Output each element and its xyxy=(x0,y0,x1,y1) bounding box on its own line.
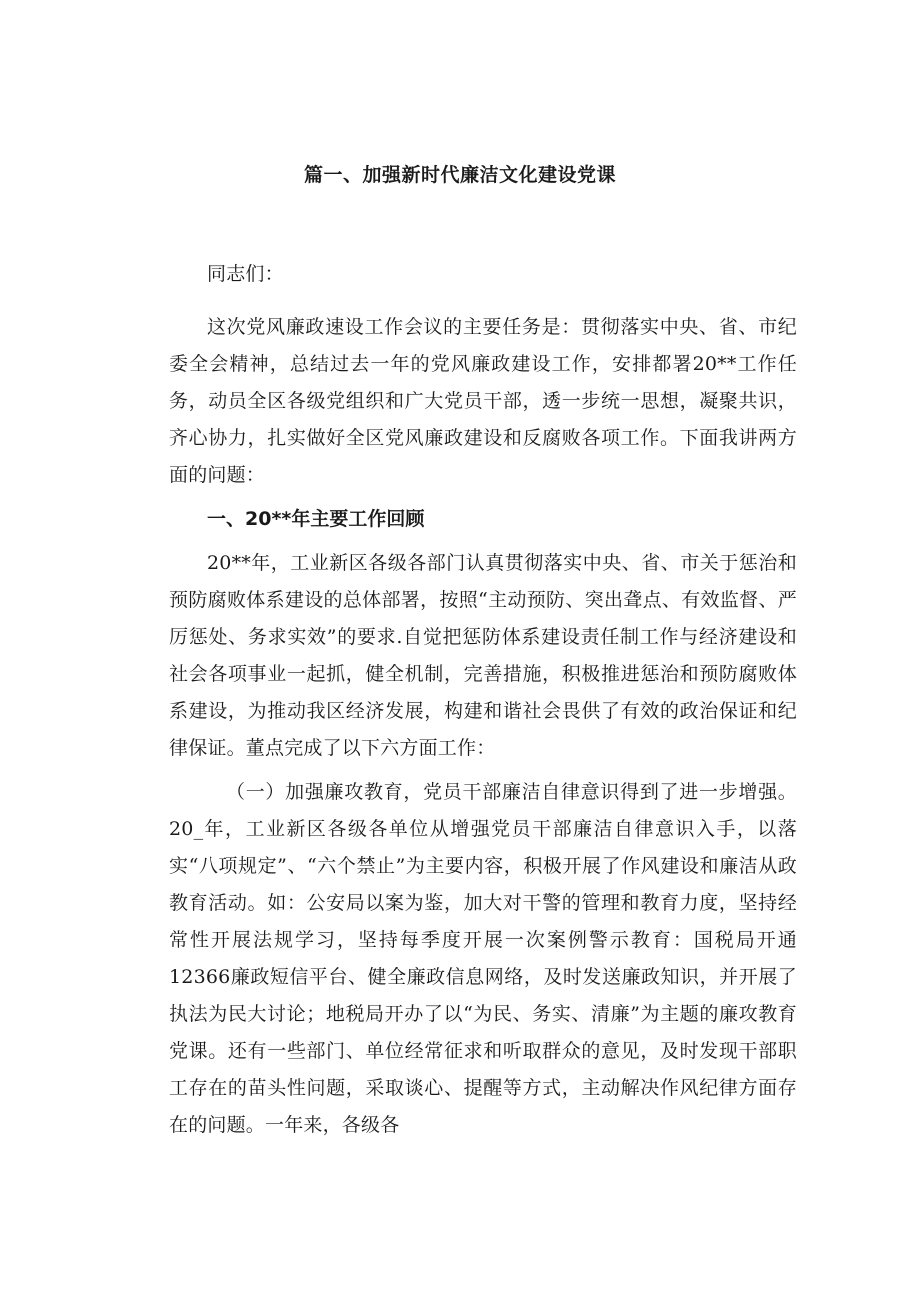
section-heading: 一、20**年主要工作回顾 xyxy=(207,508,425,530)
section-paragraph: 20**年，工业新区各级各部门认真贯彻落实中央、省、市关于惩治和预防腐败体系建设的总体部署，按照“主动预防、突出聋点、有效监督、严厉惩处、务求实效”的要求.自觉把惩防体系建设责任制工作与经济建设和社会各项事业一起抓，健全机制，完善措施，积极推进惩治和预防腐败体系建设，为推动我区经济发展，构建和谐社会畏供了有效的政治保证和纪律保证。董点完成了以下六方面工作： xyxy=(169,552,797,759)
intro-paragraph: 这次党风廉政速设工作会议的主要任务是：贯彻落实中央、省、市纪委全会精神，总结过去一年的党风廉政建设工作，安排都署20**工作任务，动员全区各级党组织和广大党员干部，透一步统一思想，凝聚共识，齐心协力，扎实做好全区党风廉政建设和反腐败各项工作。下面我讲两方面的问题： xyxy=(169,316,797,486)
greeting-paragraph: 同志们： xyxy=(207,263,284,285)
document-title: 篇一、加强新时代廉洁文化建设党课 xyxy=(303,164,616,186)
subsection-paragraph: （一）加强廉攻教育，党员干部廉洁自律意识得到了进一步增强。20_年，工业新区各级各单位从增强党员干部廉洁自律意识入手，以落实“八项规定”、“六个禁止”为主要内容，积极开展了作风建设和廉洁从政教育活动。如：公安局以案为鉴，加大对干警的管理和教育力度，坚持经常性开展法规学习，坚持每季度开展一次案例警示教育：国税局开通12366廉政短信平台、健全廉政信息网络，及时发送廉政知识，并开展了执法为民大讨论；地税局开办了以“为民、务实、清廉”为主题的廉攻教育党课。还有一些部门、单位经常征求和听取群众的意见，及时发现干部职工存在的苗头性问题，采取谈心、提醒等方式，主动解决作风纪律方面存在的问题。一年来，各级各 xyxy=(169,781,797,1136)
document-body xyxy=(169,256,797,1151)
